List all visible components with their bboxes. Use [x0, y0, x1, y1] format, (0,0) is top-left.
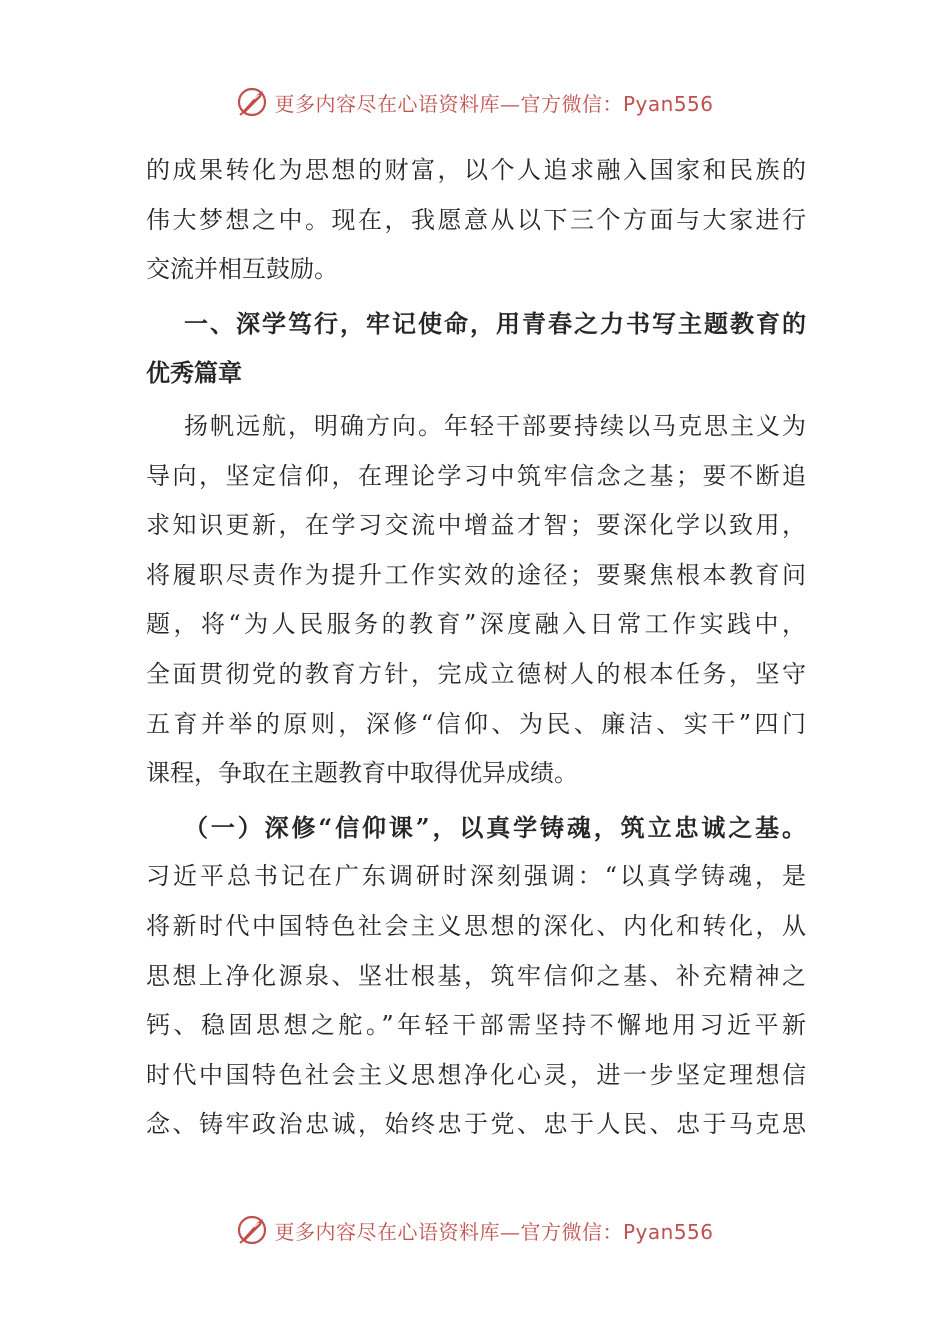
subsection-heading: （一）深修“信仰课”，以真学铸魂，筑立忠诚之基。: [184, 812, 806, 842]
body-line: 时代中国特色社会主义思想净化心灵，进一步坚定理想信: [146, 1060, 806, 1089]
quill-pen-logo-icon: [236, 1213, 270, 1247]
footer-banner-text: [274, 1216, 713, 1245]
body-line: 题，将“为人民服务的教育”深度融入日常工作实践中，: [146, 610, 806, 639]
body-line: 习近平总书记在广东调研时深刻强调：“以真学铸魂，是: [146, 862, 806, 891]
body-line: 思想上净化源泉、坚壮根基，筑牢信仰之基、补充精神之: [146, 961, 806, 990]
header-wechat-id: Pyan556: [622, 91, 714, 116]
section-heading-line: 一、深学笃行，牢记使命，用青春之力书写主题教育的: [184, 308, 806, 338]
body-line: 课程，争取在主题教育中取得优异成绩。: [146, 759, 578, 788]
body-line: 交流并相互鼓励。: [146, 255, 338, 284]
footer-wechat-id: Pyan556: [622, 1219, 714, 1244]
footer-banner-label: 更多内容尽在心语资料库—官方微信：: [274, 1219, 623, 1244]
body-line: 的成果转化为思想的财富，以个人追求融入国家和民族的: [146, 156, 806, 184]
body-line: 全面贯彻党的教育方针，完成立德树人的根本任务，坚守: [146, 659, 806, 688]
quill-pen-logo-icon: [236, 85, 270, 119]
body-line: 将新时代中国特色社会主义思想的深化、内化和转化，从: [146, 911, 806, 940]
header-banner: [0, 80, 950, 124]
body-line: 五育并举的原则，深修“信仰、为民、廉洁、实干”四门: [146, 709, 806, 738]
body-line: 伟大梦想之中。现在，我愿意从以下三个方面与大家进行: [146, 205, 806, 234]
body-line: 扬帆远航，明确方向。年轻干部要持续以马克思主义为: [184, 411, 806, 440]
body-line: 求知识更新，在学习交流中增益才智；要深化学以致用，: [146, 511, 806, 540]
footer-banner: [0, 1208, 950, 1252]
body-line: 念、铸牢政治忠诚，始终忠于党、忠于人民、忠于马克思: [146, 1110, 806, 1139]
body-line: 将履职尽责作为提升工作实效的途径；要聚焦根本教育问: [146, 560, 806, 589]
header-banner-label: 更多内容尽在心语资料库—官方微信：: [274, 91, 623, 116]
header-banner-text: [274, 88, 713, 117]
document-body: [146, 146, 806, 1150]
body-line: 钙、稳固思想之舵。”年轻干部需坚持不懈地用习近平新: [146, 1011, 806, 1040]
section-heading-line: 优秀篇章: [146, 358, 242, 388]
body-line: 导向，坚定信仰，在理论学习中筑牢信念之基；要不断追: [146, 461, 806, 490]
